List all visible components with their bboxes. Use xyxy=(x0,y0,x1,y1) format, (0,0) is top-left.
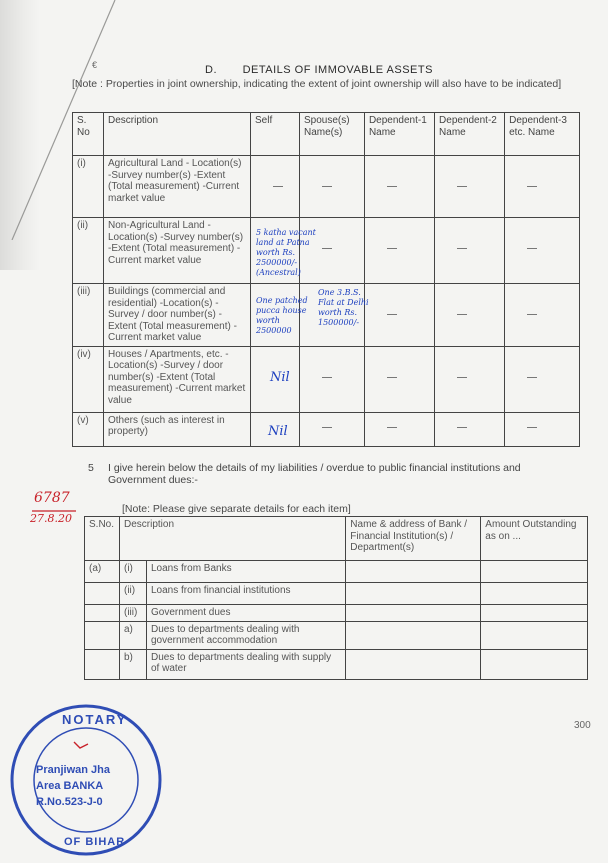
row-number: (ii) xyxy=(73,218,104,284)
row-sub-number: a) xyxy=(120,621,147,649)
row-description: Loans from financial institutions xyxy=(147,583,346,605)
row-number xyxy=(85,649,120,679)
col-bank-name: Name & address of Bank / Financial Institution(s) / Department(s) xyxy=(346,517,481,561)
col-dependent-1: Dependent-1 Name xyxy=(364,113,434,156)
stamp-name: Pranjiwan Jha xyxy=(36,764,110,776)
amount-cell xyxy=(481,561,588,583)
table-header-row xyxy=(85,517,588,561)
row-description: Others (such as interest in property) xyxy=(104,412,251,446)
dependent-3-cell xyxy=(505,412,580,446)
amount-cell xyxy=(481,649,588,679)
table-row xyxy=(85,621,588,649)
table-row xyxy=(73,156,580,218)
page-corner-mark: € xyxy=(92,60,98,70)
row-sub-number: b) xyxy=(120,649,147,679)
row-number: (v) xyxy=(73,412,104,446)
row-description: Agricultural Land - Location(s) -Survey number(s) -Extent (Total measurement) -Current market value xyxy=(104,156,251,218)
separate-details-note: [Note: Please give separate details for each item] xyxy=(122,503,351,515)
amount-cell xyxy=(481,605,588,622)
blank-dash xyxy=(387,186,397,187)
dependent-2-cell xyxy=(435,346,505,412)
blank-dash xyxy=(527,377,537,378)
table-row xyxy=(85,583,588,605)
blank-dash xyxy=(527,248,537,249)
stamp-area: Area BANKA xyxy=(36,780,104,792)
blank-dash xyxy=(273,186,283,187)
blank-dash xyxy=(387,314,397,315)
row-description: Loans from Banks xyxy=(147,561,346,583)
item-text: I give herein below the details of my liabilities / overdue to public financial institutions and Government dues:- xyxy=(108,462,521,486)
liabilities-intro xyxy=(88,462,558,486)
notary-stamp xyxy=(6,700,166,860)
col-self: Self xyxy=(251,113,300,156)
table-row xyxy=(85,561,588,583)
bank-cell xyxy=(346,561,481,583)
dependent-3-cell xyxy=(505,284,580,347)
dependent-2-cell xyxy=(435,412,505,446)
row-number xyxy=(85,605,120,622)
dependent-2-cell xyxy=(435,218,505,284)
row-number: (iv) xyxy=(73,346,104,412)
row-number: (i) xyxy=(73,156,104,218)
dependent-1-cell xyxy=(364,284,434,347)
row-number xyxy=(85,583,120,605)
handwritten-spouse-buildings: One 3.B.S. Flat at Delhi worth Rs. 1500000/- xyxy=(318,288,369,327)
dependent-3-cell xyxy=(505,346,580,412)
liabilities-table xyxy=(84,516,588,680)
bank-cell xyxy=(346,583,481,605)
blank-dash xyxy=(322,186,332,187)
col-dependent-2: Dependent-2 Name xyxy=(435,113,505,156)
blank-dash xyxy=(457,186,467,187)
spouse-cell xyxy=(300,412,365,446)
section-title xyxy=(205,64,433,76)
dependent-2-cell xyxy=(435,284,505,347)
margin-note-line1: 6787 xyxy=(34,490,70,506)
row-sub-number: (ii) xyxy=(120,583,147,605)
col-description: Description xyxy=(120,517,346,561)
col-sno: S.No. xyxy=(85,517,120,561)
handwritten-self-buildings: One patched pucca house worth 2500000 xyxy=(256,296,308,335)
amount-cell xyxy=(481,621,588,649)
amount-cell xyxy=(481,583,588,605)
margin-note-line2: 27.8.20 xyxy=(30,512,72,525)
blank-dash xyxy=(457,314,467,315)
section-number: D. xyxy=(205,64,217,76)
section-title-text: DETAILS OF IMMOVABLE ASSETS xyxy=(242,64,433,76)
stamp-bottom-text: OF BIHAR xyxy=(64,836,126,848)
dependent-1-cell xyxy=(364,156,434,218)
dependent-3-cell xyxy=(505,218,580,284)
self-cell xyxy=(251,156,300,218)
row-description: Buildings (commercial and residential) -Location(s) -Survey / door number(s) -Extent (Total measurement) -Current market value xyxy=(104,284,251,347)
bank-cell xyxy=(346,621,481,649)
spouse-cell xyxy=(300,346,365,412)
table-row xyxy=(85,649,588,679)
blank-dash xyxy=(527,314,537,315)
dependent-3-cell xyxy=(505,156,580,218)
blank-dash xyxy=(457,248,467,249)
handwritten-self-houses: Nil xyxy=(270,370,290,385)
blank-dash xyxy=(457,427,467,428)
blank-dash xyxy=(527,186,537,187)
row-number: (a) xyxy=(85,561,120,583)
col-dependent-3: Dependent-3 etc. Name xyxy=(505,113,580,156)
col-sno: S. No xyxy=(73,113,104,156)
blank-dash xyxy=(322,377,332,378)
blank-dash xyxy=(387,377,397,378)
blank-dash xyxy=(387,427,397,428)
blank-dash xyxy=(322,248,332,249)
table-header-row xyxy=(73,113,580,156)
blank-dash xyxy=(457,377,467,378)
stamp-top-text: NOTARY xyxy=(62,712,128,727)
bank-cell xyxy=(346,649,481,679)
col-spouse: Spouse(s) Name(s) xyxy=(300,113,365,156)
row-description: Non-Agricultural Land - Location(s) -Survey number(s) -Extent (Total measurement) -Current market value xyxy=(104,218,251,284)
dependent-2-cell xyxy=(435,156,505,218)
blank-dash xyxy=(322,427,332,428)
col-description: Description xyxy=(104,113,251,156)
table-row xyxy=(73,412,580,446)
table-row xyxy=(73,346,580,412)
dependent-1-cell xyxy=(364,412,434,446)
blank-dash xyxy=(387,248,397,249)
handwritten-self-nonagri: 5 katha vacant land at Patna worth Rs. 2500000/- (Ancestral) xyxy=(256,228,316,277)
handwritten-self-others: Nil xyxy=(268,424,288,439)
row-number: (iii) xyxy=(73,284,104,347)
row-description: Government dues xyxy=(147,605,346,622)
col-amount-outstanding: Amount Outstanding as on ... xyxy=(481,517,588,561)
bank-cell xyxy=(346,605,481,622)
blank-dash xyxy=(527,427,537,428)
row-description: Dues to departments dealing with supply of water xyxy=(147,649,346,679)
joint-ownership-note: [Note : Properties in joint ownership, indicating the extent of joint ownership will also have to be indicated] xyxy=(72,78,562,90)
spouse-cell xyxy=(300,156,365,218)
row-number xyxy=(85,621,120,649)
table-row xyxy=(85,605,588,622)
item-number: 5 xyxy=(88,462,94,474)
row-sub-number: (i) xyxy=(120,561,147,583)
page-number: 300 xyxy=(574,720,591,731)
table-row xyxy=(73,218,580,284)
dependent-1-cell xyxy=(364,218,434,284)
stamp-registration: R.No.523-J-0 xyxy=(36,796,103,808)
dependent-1-cell xyxy=(364,346,434,412)
immovable-assets-table xyxy=(72,112,580,447)
row-description: Dues to departments dealing with government accommodation xyxy=(147,621,346,649)
row-sub-number: (iii) xyxy=(120,605,147,622)
row-description: Houses / Apartments, etc. -Location(s) -Survey / door number(s) -Extent (Total measurement) -Current market value xyxy=(104,346,251,412)
